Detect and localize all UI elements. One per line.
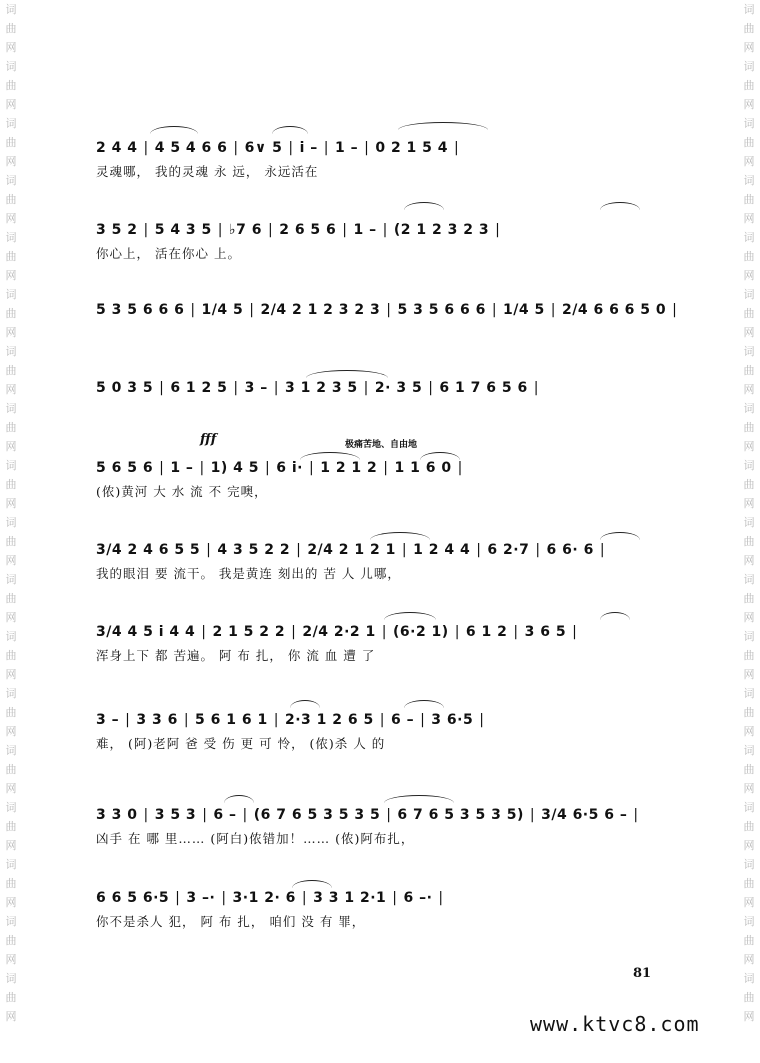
- barline: |: [175, 890, 181, 906]
- notes-line: [96, 700, 666, 728]
- measure: 6∨ 5: [244, 140, 283, 156]
- barline: |: [386, 807, 392, 823]
- measure: 1 2 1 2: [320, 460, 378, 476]
- barline: |: [273, 712, 279, 728]
- lyrics-line: [96, 324, 666, 344]
- measure: 2/4 2·2 1: [302, 624, 376, 640]
- barline: |: [381, 624, 387, 640]
- measure: 5 3 5 6 6 6: [397, 302, 486, 318]
- slur-arc: [398, 122, 488, 130]
- measure: 3/4 6·5 6 –: [541, 807, 628, 823]
- measure: 2/4 6 6 6 5 0: [561, 302, 667, 318]
- barline: |: [221, 890, 227, 906]
- measure: 1/4 5: [201, 302, 244, 318]
- measure: 3 3 1 2·1: [313, 890, 387, 906]
- barline: |: [572, 624, 578, 640]
- measure: 3 5 2: [96, 222, 138, 238]
- lyrics-line: 我的眼泪 要 流干。 我是黄连 刻出的 苦 人 儿哪，: [96, 566, 401, 581]
- measure: 3 5 3: [154, 807, 197, 823]
- measure: 6 7 6 5 3 5 3 5): [397, 807, 524, 823]
- barline: |: [233, 140, 239, 156]
- measure: 4 5 4 6 6: [154, 140, 228, 156]
- barline: |: [401, 542, 408, 558]
- barline: |: [202, 807, 208, 823]
- measure: 2/4 2 1 2 3 2 3: [260, 302, 381, 318]
- barline: |: [420, 712, 426, 728]
- measure: 1 –: [334, 140, 359, 156]
- measure: 3 3 6: [136, 712, 178, 728]
- barline: |: [476, 542, 482, 558]
- measure: 3 6 5: [524, 624, 567, 640]
- measure: 6 2·7: [487, 542, 530, 558]
- notes-line: [96, 368, 666, 396]
- measure: i –: [299, 140, 318, 156]
- measure: 1 1 6 0: [394, 460, 452, 476]
- measure: 6 6· 6: [546, 542, 594, 558]
- measure: 3/4 4 5 i 4 4: [96, 624, 196, 640]
- lyrics-line: 浑身上下 都 苦遍。 阿 布 扎， 你 流 血 遭 了: [96, 648, 376, 663]
- page-number: 81: [633, 966, 652, 981]
- barline: |: [533, 380, 539, 396]
- barline: |: [125, 712, 131, 728]
- measure: 1 2 4 4: [413, 542, 471, 558]
- barline: |: [242, 807, 248, 823]
- barline: |: [428, 380, 434, 396]
- barline: |: [457, 460, 463, 476]
- barline: |: [363, 380, 369, 396]
- watermark-left: 词曲网词曲网词曲网词曲网词曲网词曲网词曲网词曲网词曲网词曲网词曲网词曲网词曲网词曲网词曲网词曲网词曲网词曲网: [5, 3, 17, 1023]
- notes-line: [96, 795, 666, 823]
- measure: 6 i·: [276, 460, 303, 476]
- measure: 5 6 1 6 1: [195, 712, 268, 728]
- measure: 3 1 2 3 5: [284, 380, 358, 396]
- barline: |: [143, 807, 149, 823]
- barline: |: [550, 302, 556, 318]
- barline: |: [382, 222, 388, 238]
- measure: 3 –·: [186, 890, 216, 906]
- measure: (2 1 2 3 2 3: [393, 222, 490, 238]
- measure: 5 4 3 5: [154, 222, 212, 238]
- measure: 1 –: [353, 222, 377, 238]
- barline: |: [143, 222, 149, 238]
- measure: 2·3 1 2 6 5: [284, 712, 374, 728]
- notes-line: [96, 210, 666, 238]
- barline: |: [217, 222, 224, 238]
- slur-arc: [404, 202, 444, 210]
- measure: 2/4 2 1 2 1: [307, 542, 396, 558]
- measure: 4 3 5 2 2: [217, 542, 291, 558]
- measure: 3 6·5: [431, 712, 474, 728]
- barline: |: [392, 890, 398, 906]
- barline: |: [479, 712, 485, 728]
- measure: 5 0 3 5: [96, 380, 154, 396]
- lyrics-line: 难， (阿)老阿 爸 受 伤 更 可 怜， (侬)杀 人 的: [96, 736, 386, 751]
- measure: 1 –: [170, 460, 194, 476]
- notes-line: [96, 878, 666, 906]
- barline: |: [291, 624, 297, 640]
- barline: |: [633, 807, 639, 823]
- barline: |: [296, 542, 302, 558]
- measure: (6·2 1): [392, 624, 449, 640]
- measure: 2 4 4: [96, 140, 138, 156]
- score-row: [96, 290, 678, 350]
- barline: |: [273, 380, 279, 396]
- measure: 2· 3 5: [374, 380, 423, 396]
- barline: |: [495, 222, 501, 238]
- measure: 3 –: [244, 380, 268, 396]
- measure: 6 –: [213, 807, 237, 823]
- score-row: [96, 210, 666, 270]
- measure: 2 1 5 2 2: [212, 624, 286, 640]
- score-row: [96, 612, 666, 672]
- barline: |: [454, 624, 460, 640]
- barline: |: [379, 712, 385, 728]
- barline: |: [491, 302, 498, 318]
- barline: |: [265, 460, 271, 476]
- barline: |: [386, 302, 392, 318]
- measure: 6 1 7 6 5 6: [439, 380, 528, 396]
- measure: 6 –: [390, 712, 415, 728]
- barline: |: [249, 302, 255, 318]
- measure: 6 1 2: [465, 624, 508, 640]
- measure: 3/4 2 4 6 5 5: [96, 542, 201, 558]
- lyrics-line: (侬)黄河 大 水 流 不 完噢，: [96, 484, 268, 499]
- lyrics-line: [96, 402, 666, 422]
- barline: |: [267, 222, 274, 238]
- measure: 1/4 5: [503, 302, 545, 318]
- measure: (6 7 6 5 3 5 3 5: [253, 807, 381, 823]
- measure: 1) 4 5: [210, 460, 260, 476]
- score-row: [96, 700, 666, 760]
- lyrics-line: 你不是杀人 犯， 阿 布 扎， 咱们 没 有 罪，: [96, 914, 366, 929]
- barline: |: [342, 222, 348, 238]
- measure: 5 3 5 6 6 6: [96, 302, 185, 318]
- barline: |: [308, 460, 315, 476]
- measure: 3 3 0: [96, 807, 138, 823]
- measure: 6 –·: [403, 890, 433, 906]
- barline: |: [535, 542, 541, 558]
- barline: |: [323, 140, 329, 156]
- barline: |: [159, 460, 165, 476]
- measure: 3 –: [96, 712, 120, 728]
- tempo-marking: 极痛苦地、自由地: [345, 440, 418, 450]
- barline: |: [383, 460, 389, 476]
- barline: |: [206, 542, 212, 558]
- barline: |: [288, 140, 294, 156]
- barline: |: [233, 380, 239, 396]
- lyrics-line: 凶手 在 哪 里…… (阿白)侬错加！…… (侬)阿布扎，: [96, 831, 415, 846]
- notes-line: [96, 448, 666, 476]
- barline: |: [201, 624, 207, 640]
- measure: 6 1 2 5: [170, 380, 228, 396]
- notes-line: [96, 290, 678, 318]
- barline: |: [599, 542, 606, 558]
- barline: |: [190, 302, 196, 318]
- barline: |: [438, 890, 444, 906]
- score-row: [96, 448, 666, 508]
- measure: 5 6 5 6: [96, 460, 154, 476]
- site-watermark: www.ktvc8.com: [530, 1012, 700, 1036]
- measure: 2 6 5 6: [279, 222, 337, 238]
- dynamic-marking: fff: [200, 432, 217, 447]
- barline: |: [199, 460, 205, 476]
- barline: |: [183, 712, 190, 728]
- measure: ♭7 6: [229, 222, 262, 238]
- watermark-right: 词曲网词曲网词曲网词曲网词曲网词曲网词曲网词曲网词曲网词曲网词曲网词曲网词曲网词曲网词曲网词曲网词曲网词曲网: [743, 3, 755, 1023]
- score-row: [96, 878, 666, 938]
- notes-line: [96, 612, 666, 640]
- barline: |: [454, 140, 460, 156]
- score-row: [96, 795, 666, 855]
- lyrics-line: 你心上， 活在你心 上。: [96, 246, 241, 261]
- barline: |: [143, 140, 149, 156]
- score-row: [96, 128, 666, 188]
- measure: 3·1 2· 6: [232, 890, 296, 906]
- slur-arc: [600, 202, 640, 210]
- barline: |: [513, 624, 519, 640]
- barline: |: [159, 380, 165, 396]
- barline: |: [529, 807, 536, 823]
- measure: 0 2 1 5 4: [375, 140, 449, 156]
- barline: |: [672, 302, 678, 318]
- measure: 6 6 5 6·5: [96, 890, 170, 906]
- barline: |: [301, 890, 308, 906]
- lyrics-line: 灵魂哪， 我的灵魂 永 远， 永远活在: [96, 164, 319, 179]
- barline: |: [364, 140, 370, 156]
